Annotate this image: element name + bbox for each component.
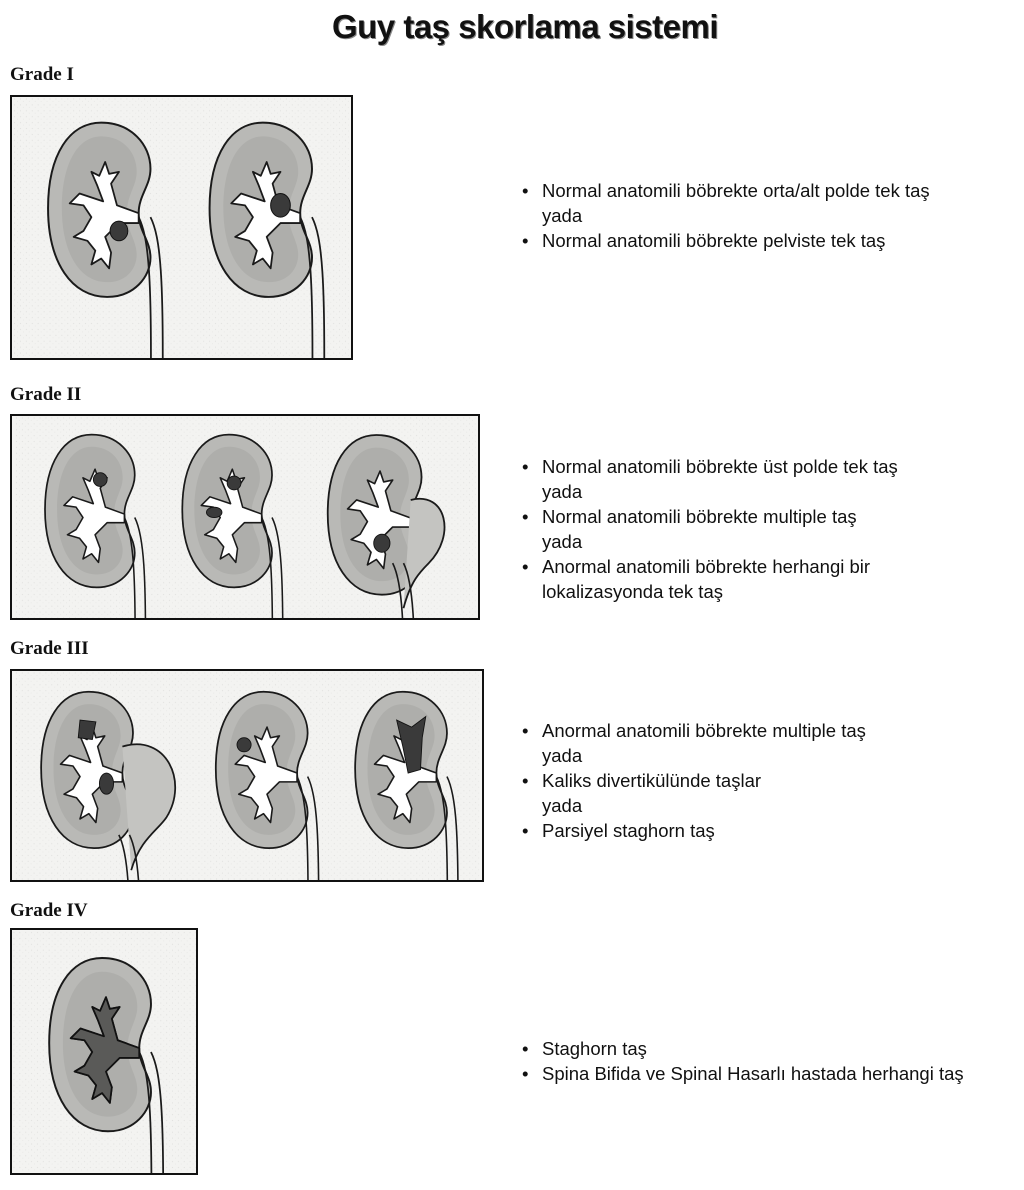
grade-4-illustration bbox=[10, 928, 198, 1175]
grade-3-criteria bbox=[522, 718, 866, 843]
criteria-item: • Spina Bifida ve Spinal Hasarlı hastada herhangi taş bbox=[522, 1061, 964, 1086]
grade-1-label: Grade I bbox=[10, 64, 74, 85]
grade-4-criteria bbox=[522, 1036, 964, 1086]
grade-4-label: Grade IV bbox=[10, 900, 88, 921]
criteria-item: • Normal anatomili böbrekte multiple taş yada bbox=[522, 504, 898, 554]
grade-2-criteria bbox=[522, 454, 898, 604]
grade-3-illustration bbox=[10, 669, 484, 882]
stone-lower-pole bbox=[110, 221, 128, 241]
criteria-item: • Anormal anatomili böbrekte herhangi bir lokalizasyonda tek taş bbox=[522, 554, 898, 604]
criteria-item: • Normal anatomili böbrekte pelviste tek taş bbox=[522, 228, 930, 253]
grade-1-illustration bbox=[10, 95, 353, 360]
criteria-item: • Anormal anatomili böbrekte multiple taş yada bbox=[522, 718, 866, 768]
grade-3-label: Grade III bbox=[10, 638, 89, 659]
criteria-item: • Staghorn taş bbox=[522, 1036, 964, 1061]
criteria-item: • Parsiyel staghorn taş bbox=[522, 818, 866, 843]
grade-2-illustration bbox=[10, 414, 480, 620]
criteria-item: • Normal anatomili böbrekte üst polde tek taş yada bbox=[522, 454, 898, 504]
criteria-item: • Kaliks divertikülünde taşlar yada bbox=[522, 768, 866, 818]
criteria-item: • Normal anatomili böbrekte orta/alt polde tek taş yada bbox=[522, 178, 930, 228]
grade-1-criteria bbox=[522, 178, 930, 253]
grade-2-label: Grade II bbox=[10, 384, 82, 405]
stone-pelvis bbox=[271, 194, 291, 218]
page-title: Guy taş skorlama sistemi bbox=[331, 8, 719, 45]
